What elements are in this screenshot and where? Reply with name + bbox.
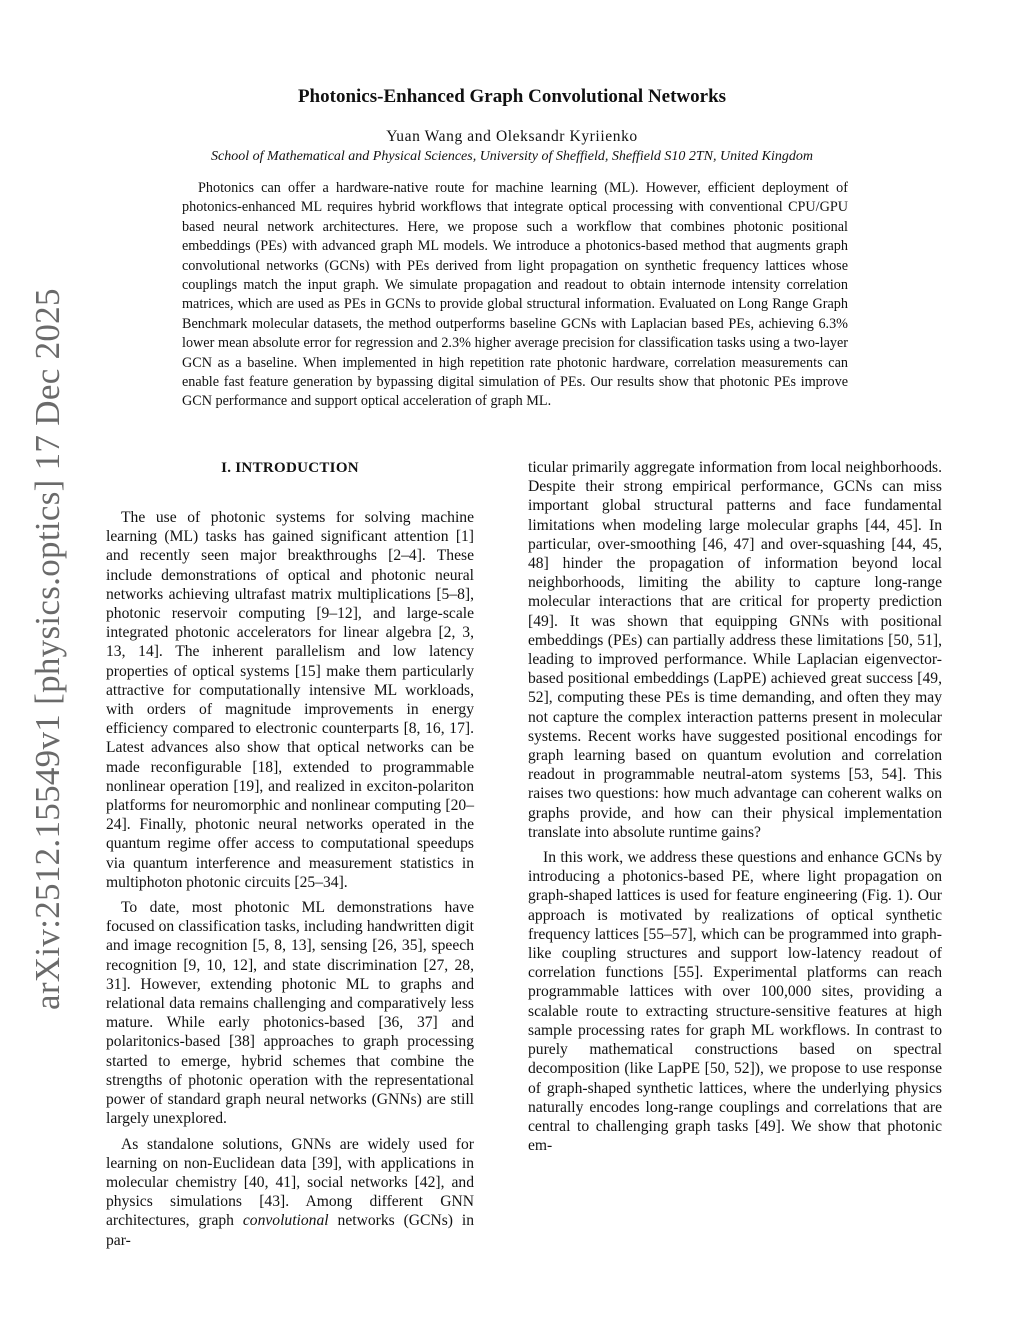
affiliation: School of Mathematical and Physical Sciences, University of Sheffield, Sheffield S10 2TN, United Kingdom [211, 149, 813, 164]
paragraph-text: networks (GCNs) in par- [106, 1212, 474, 1249]
abstract-text: Photonics can offer a hardware-native route for machine learning (ML). However, efficient deployment of photonics-enhanced ML requires hybrid workflows that integrate optical processing with conventional CPU/GPU based neural network architectures. Here, we propose such a workflow that combines photonic positional embeddings (PEs) with advanced graph ML models. We introduce a photonics-based method that augments graph convolutional networks (GCNs) with PEs derived from light propagation on synthetic frequency lattices whose couplings match the input graph. We simulate propagation and readout to obtain internode intensity correlation matrices, which are used as PEs in GCNs to provide global structural information. Evaluated on Long Range Graph Benchmark molecular datasets, the method outperforms baseline GCNs with Laplacian based PEs, achieving 6.3% lower mean absolute error for regression and 2.3% higher average precision for classification tasks using a two-layer GCN as a baseline. When implemented in high repetition rate photonic hardware, correlation measurements can enable fast feature generation by bypassing digital simulation of PEs. Our results show that photonic PEs improve GCN performance and support optical acceleration of graph ML. [182, 180, 848, 410]
paragraph [106, 1135, 474, 1250]
right-column [528, 458, 942, 1155]
paragraph: In this work, we address these questions and enhance GCNs by introducing a photonics-based PE, where light propagation on graph-shaped lattices is used for feature engineering (Fig. 1). Our approach is motivated by realizations of optical synthetic frequency lattices [55–57], which can be programmed into graph-like coupling structures and support low-latency readout of correlation functions [55]. Experimental platforms can reach programmable lattices with over 100,000 sites, providing a scalable route to extracting structure-sensitive features at high sample processing rates for graph ML workflows. In contrast to purely mathematical constructions based on spectral decomposition (like LapPE [50, 52]), we propose to use response of graph-shaped synthetic lattices, where the underlying physics naturally encodes long-range couplings and correlations that are central to challenging graph tasks [49]. We show that photonic em- [528, 849, 942, 1155]
left-column [106, 458, 474, 1250]
paragraph: To date, most photonic ML demonstrations have focused on classification tasks, including handwritten digit and image recognition [5, 8, 13], sensing [26, 35], speech recognition [9, 10, 12], and state discrimination [27, 28, 31]. However, extending photonic ML to graphs and relational data remains challenging and comparatively less mature. While early photonics-based [36, 37] and polaritonics-based [38] approaches to graph processing started to emerge, hybrid schemes that combine the strengths of photonic operation with the representational power of standard graph neural networks (GNNs) are still largely unexplored. [106, 899, 474, 1128]
arxiv-identifier: arXiv:2512.15549v1 [physics.optics] 17 Dec 2025 [28, 288, 67, 1010]
authors: Yuan Wang and Oleksandr Kyriienko [386, 128, 638, 145]
left-column-text [106, 508, 474, 1250]
paragraph: The use of photonic systems for solving machine learning (ML) tasks has gained significant attention [1] and recently seen major breakthroughs [2–4]. These include demonstrations of optical and photonic neural networks achieving ultrafast matrix multiplications [5–8], photonic reservoir computing [9–12], and large-scale integrated photonic accelerators for linear algebra [2, 3, 13, 14]. The inherent parallelism and low latency properties of optical systems [15] make them particularly attractive for computationally intensive ML workloads, with orders of magnitude improvements in energy efficiency compared to electronic counterparts [8, 16, 17]. Latest advances also show that optical networks can be made reconfigurable [18], extended to programmable nonlinear operation [19], and realized in exciton-polariton platforms for neuromorphic and nonlinear computing [20–24]. Finally, photonic neural networks operated in the quantum regime offer access to computational speedups via quantum interference and measurement statistics in multiphoton photonic circuits [25–34]. [106, 509, 474, 891]
paragraph-text: As standalone solutions, GNNs are widely used for learning on non-Euclidean data [39], with applications in molecular chemistry [40, 41], social networks [42], and physics simulations [43]. Among different GNN architectures, graph [106, 1135, 474, 1230]
abstract [182, 179, 848, 412]
section-heading-introduction: I. INTRODUCTION [221, 460, 359, 476]
paper-title: Photonics-Enhanced Graph Convolutional Networks [297, 86, 727, 107]
right-column-text [528, 458, 942, 1155]
emphasis-text: convolutional [242, 1212, 329, 1230]
paragraph: ticular primarily aggregate information from local neighborhoods. Despite their strong empirical performance, GCNs can miss important global structural patterns and face fundamental limitations when modeling large molecular graphs [44, 45]. In particular, over-smoothing [46, 47] and over-squashing [44, 45, 48] hinder the propagation of information beyond local neighborhoods, limiting the ability to capture long-range molecular interactions that are critical for property prediction [49]. It was shown that equipping GNNs with positional embeddings (PEs) can partially address these limitations [50, 51], leading to improved performance. While Laplacian eigenvector-based positional embeddings (LapPE) achieved great success [49, 52], computing these PEs is time demanding, and often they may not capture the complex interaction patterns present in molecular systems. Recent works have suggested positional encodings for graph learning based on quantum evolution and correlation readout in programmable neutral-atom systems [53, 54]. This raises two questions: how much advantage can coherent walks on graphs provide, and how can their physical implementation translate into absolute runtime gains? [528, 459, 942, 841]
